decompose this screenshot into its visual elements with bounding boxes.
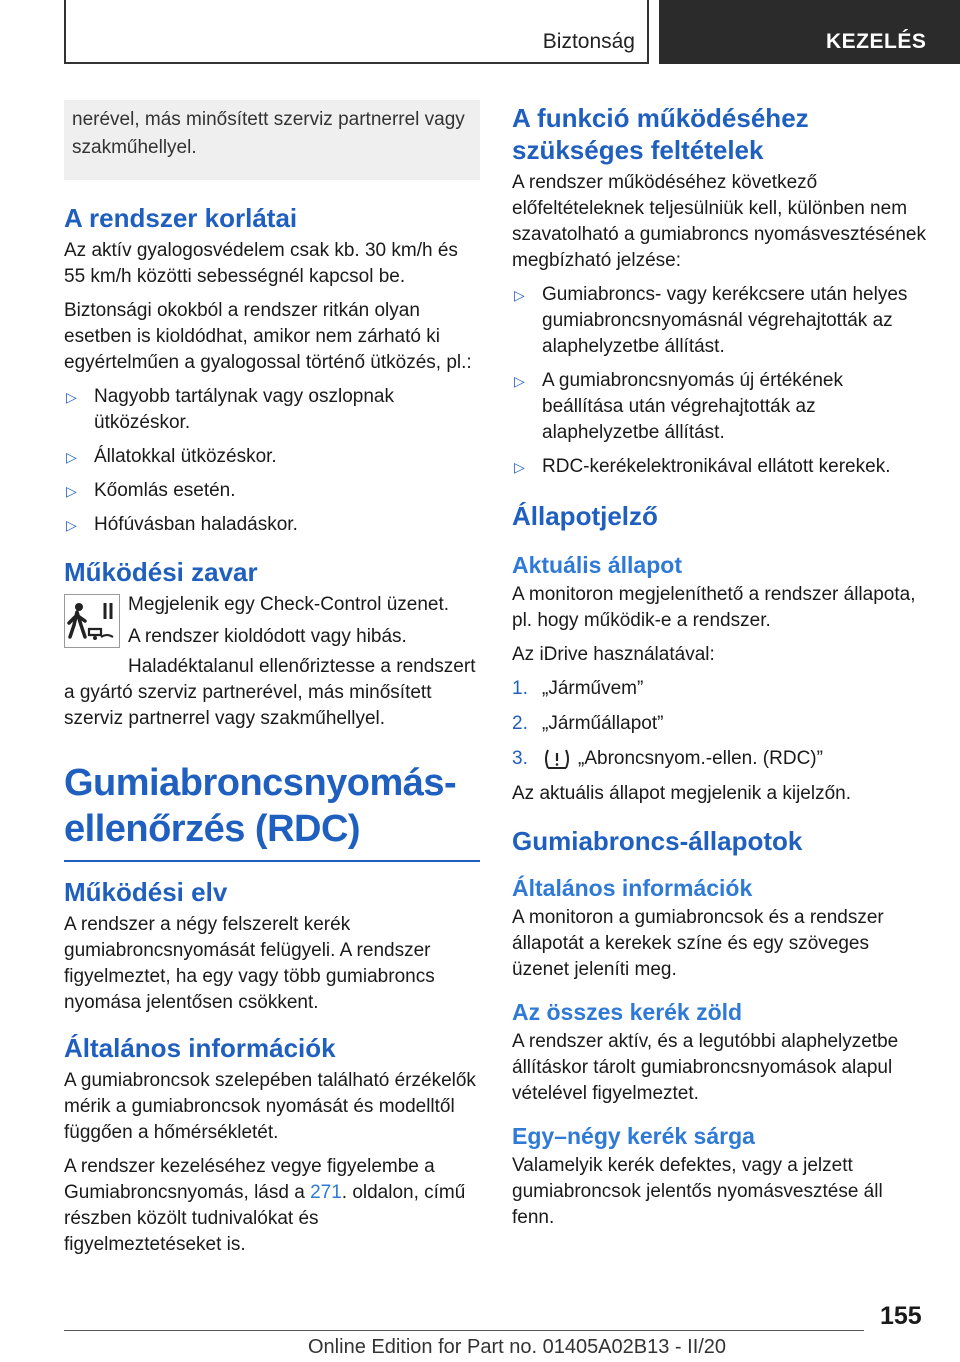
header-section-title: Biztonság <box>542 30 635 53</box>
list-item: ▷ Nagyobb tartálynak vagy oszlopnak ütközéskor. <box>66 386 394 433</box>
current-paragraph-1: A monitoron megjeleníthető a rendszer állapota, pl. hogy működik-e a rendszer. <box>512 584 916 631</box>
list-item: 2. „Járműállapot” <box>512 713 664 734</box>
triangle-bullet-icon: ▷ <box>66 517 77 533</box>
tire-states-heading: Gumiabroncs-állapotok <box>512 826 803 856</box>
requirements-paragraph: A rendszer működéséhez következő előfeltételeknek teljesülniük kell, különben nem szavatolható a gumiabroncs nyomásvesztésének megbízható jelzése: <box>512 172 927 271</box>
edition-footer: Online Edition for Part no. 01405A02B13 - II/20 <box>308 1336 727 1358</box>
current-status-heading: Aktuális állapot <box>512 552 682 578</box>
triangle-bullet-icon: ▷ <box>514 459 525 475</box>
all-green-heading: Az összes kerék zöld <box>512 999 743 1025</box>
list-item: ▷ A gumiabroncsnyomás új értékének beállítása után végrehajtották az alaphelyzetbe állítást. <box>514 370 843 443</box>
list-item: ▷ Kőomlás esetén. <box>64 478 480 504</box>
rdc-main-heading: Gumiabroncsnyomás-ellenőrzés (RDC) <box>64 762 457 850</box>
note-text: nerével, más minősített szerviz partnerrel vagy szakműhellyel. <box>72 109 465 158</box>
heading-divider <box>64 860 480 862</box>
requirements-heading: A funkció működéséhez szükséges feltételek <box>512 103 809 165</box>
list-item: 1. „Járművem” <box>512 678 644 699</box>
malfunction-line-1: Megjelenik egy Check-Control üzenet. <box>128 594 450 615</box>
limits-paragraph-2: Biztonsági okokból a rendszer ritkán olyan esetben is kioldódhat, amikor nem zárható ki egyértelműen a gyalogossal történő ütközés, pl.: <box>64 300 472 373</box>
general-info-heading: Általános információk <box>64 1033 336 1063</box>
header-chapter-tab: KEZELÉS <box>659 0 960 64</box>
limits-paragraph-1: Az aktív gyalogosvédelem csak kb. 30 km/h és 55 km/h közötti sebességnél kapcsol be. <box>64 240 458 287</box>
idrive-steps <box>512 676 928 772</box>
triangle-bullet-icon: ▷ <box>514 373 525 389</box>
principle-heading: Működési elv <box>64 877 228 907</box>
general-paragraph-2: A rendszer kezeléséhez vegye figyelembe a Gumiabroncsnyomás, lásd a 271. oldalon, című részben közölt tudnivalókat és figyelmeztetéseket is. <box>64 1156 466 1255</box>
principle-paragraph: A rendszer a négy felszerelt kerék gumiabroncsnyomását felügyeli. A rendszer figyelmeztet, ha egy vagy több gumiabroncs nyomása jelentősen csökkent. <box>64 914 435 1013</box>
list-item: 3. „Abroncsnyom.-ellen. (RDC)” <box>512 748 823 769</box>
tire-states-general-heading: Általános információk <box>512 875 753 901</box>
page-number: 155 <box>880 1302 922 1330</box>
right-column <box>512 100 928 1239</box>
left-column <box>64 100 480 1266</box>
note-box <box>64 100 480 180</box>
list-item: ▷ Gumiabroncs- vagy kerékcsere után helyes gumiabroncsnyomásnál végrehajtották az alaphelyzetbe állítást. <box>514 284 908 357</box>
malfunction-line-3: Haladéktalanul ellenőriztesse a rendszert a gyártó szerviz partnerével, más minősített szerviz partnerrel vagy szakműhellyel. <box>64 656 476 729</box>
triangle-bullet-icon: ▷ <box>514 287 525 303</box>
general-paragraph-1: A gumiabroncsok szelepében található érzékelők mérik a gumiabroncsok nyomását és modelltől függően a hőmérsékletét. <box>64 1070 476 1143</box>
header-section-frame <box>64 0 649 64</box>
yellow-heading: Egy–négy kerék sárga <box>512 1123 755 1149</box>
requirements-list <box>512 282 928 480</box>
malfunction-heading: Működési zavar <box>64 557 258 587</box>
list-item: ▷ Állatokkal ütközéskor. <box>64 444 480 470</box>
limits-heading: A rendszer korlátai <box>64 203 298 233</box>
triangle-bullet-icon: ▷ <box>66 449 77 465</box>
current-paragraph-3: Az aktuális állapot megjelenik a kijelzőn. <box>512 783 852 804</box>
triangle-bullet-icon: ▷ <box>66 483 77 499</box>
tire-states-general-paragraph: A monitoron a gumiabroncsok és a rendszer állapotát a kerekek színe és egy szöveges üzenet jeleníti meg. <box>512 907 884 980</box>
status-heading: Állapotjelző <box>512 501 658 531</box>
yellow-paragraph: Valamelyik kerék defektes, vagy a jelzett gumiabroncsok jelentős nyomásvesztése áll fenn. <box>512 1155 883 1228</box>
limits-list <box>64 384 480 538</box>
list-item: ▷ RDC-kerékelektronikával ellátott kerekek. <box>512 454 928 480</box>
all-green-paragraph: A rendszer aktív, és a legutóbbi alaphelyzetbe állításkor tárolt gumiabroncsnyomások alapul vételével figyelmeztet. <box>512 1031 899 1104</box>
pedestrian-warning-icon <box>64 594 120 648</box>
triangle-bullet-icon: ▷ <box>66 389 77 405</box>
page-reference-link[interactable]: 271 <box>310 1182 342 1203</box>
malfunction-block <box>64 592 480 654</box>
malfunction-line-2: A rendszer kioldódott vagy hibás. <box>128 626 407 647</box>
current-paragraph-2: Az iDrive használatával: <box>512 644 715 665</box>
list-item: ▷ Hófúvásban haladáskor. <box>64 512 480 538</box>
footer-divider <box>64 1330 864 1331</box>
tire-pressure-warning-icon <box>542 748 572 770</box>
